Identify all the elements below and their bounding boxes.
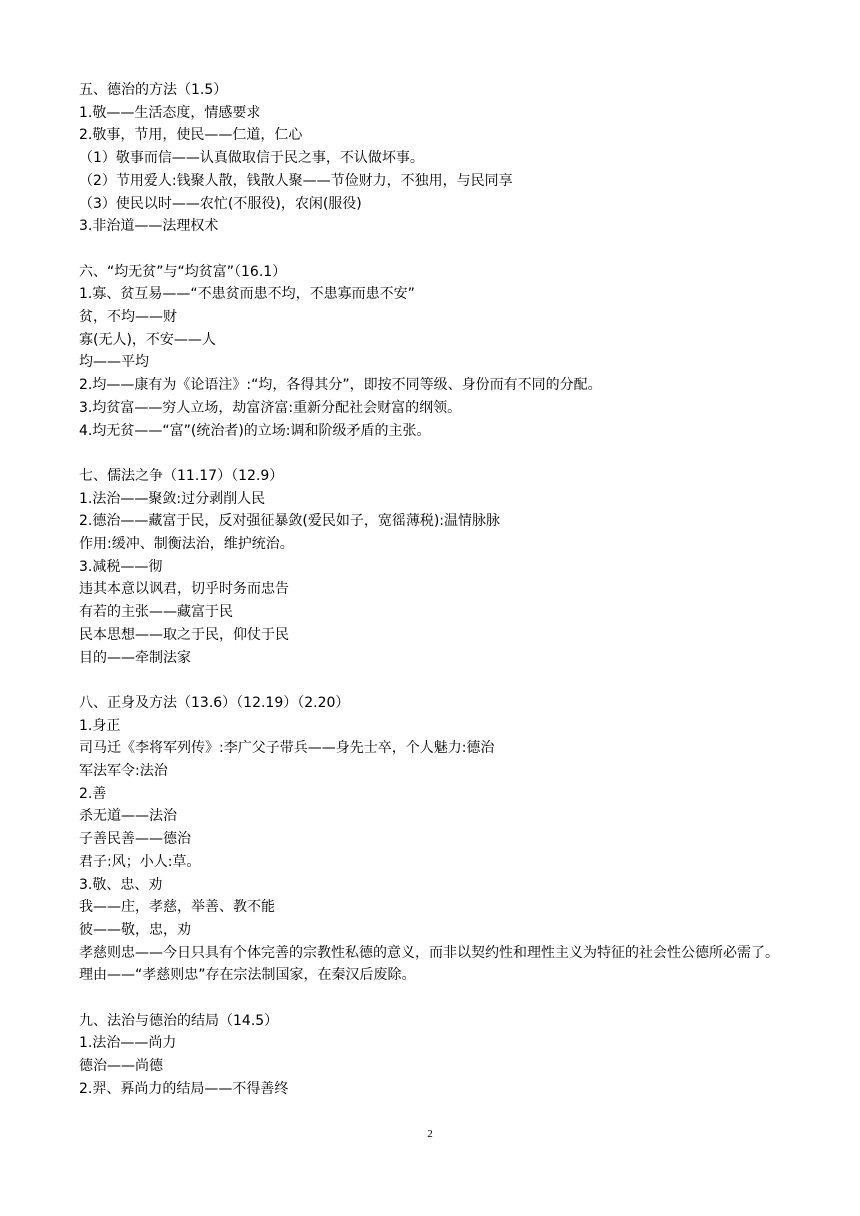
text-line: （2）节用爱人:钱聚人散，钱散人聚——节俭财力，不独用，与民同享 (79, 172, 513, 189)
section-gap (79, 987, 799, 1010)
text-line: 有若的主张——藏富于民 (79, 604, 233, 621)
section-6 (79, 261, 799, 443)
text-line: 1.敬——生活态度，情感要求 (79, 104, 261, 121)
section-heading: 八、正身及方法（13.6）（12.19）（2.20） (79, 694, 350, 711)
text-line: 寡(无人)，不安——人 (79, 331, 216, 348)
text-line: 3.减税——彻 (79, 558, 163, 575)
text-line: 杀无道——法治 (79, 808, 177, 825)
text-line: 民本思想——取之于民，仰仗于民 (79, 626, 289, 643)
text-paragraph: 孝慈则忠——今日只具有个体完善的宗教性私德的意义，而非以契约性和理性主义为特征的社会性公德所必需了。 (79, 944, 779, 961)
text-line: （3）使民以时——农忙(不服役)，农闲(服役) (79, 195, 362, 212)
text-line: 2.敬事，节用，使民——仁道，仁心 (79, 127, 303, 144)
section-heading: 六、“均无贫”与“均贫富”（16.1） (79, 263, 287, 280)
section-5 (79, 79, 799, 238)
text-line: 作用:缓冲、制衡法治，维护统治。 (79, 536, 294, 553)
text-line: 违其本意以讽君，切乎时务而忠告 (79, 581, 289, 598)
page-number: 2 (427, 1128, 433, 1140)
text-line: 3.敬、忠、劝 (79, 876, 163, 893)
text-line: （1）敬事而信——认真做取信于民之事，不认做坏事。 (79, 150, 424, 167)
text-line: 司马迁《李将军列传》:李广父子带兵——身先士卒，个人魅力:德治 (79, 740, 495, 757)
text-line: 彼——敬，忠，劝 (79, 921, 191, 938)
document-body (79, 79, 799, 1101)
section-heading: 五、德治的方法（1.5） (79, 82, 228, 98)
text-line: 1.法治——聚敛:过分剥削人民 (79, 490, 266, 507)
text-line: 子善民善——德治 (79, 831, 191, 848)
section-heading: 九、法治与德治的结局（14.5） (79, 1012, 279, 1029)
section-gap (79, 442, 799, 465)
text-line: 军法军令:法治 (79, 763, 168, 780)
text-line: 理由——“孝慈则忠”存在宗法制国家，在秦汉后废除。 (79, 967, 416, 984)
text-line: 1.身正 (79, 717, 121, 734)
section-8 (79, 692, 799, 987)
text-line: 贫，不均——财 (79, 309, 177, 326)
text-line: 我——庄，孝慈，举善、教不能 (79, 899, 275, 916)
section-gap (79, 238, 799, 261)
text-line: 2.均——康有为《论语注》:“均，各得其分”，即按不同等级、身份而有不同的分配。 (79, 377, 602, 394)
text-line: 1.寡、贫互易——“不患贫而患不均，不患寡而患不安” (79, 286, 415, 303)
text-line: 3.非治道——法理权术 (79, 218, 219, 235)
text-line: 均——平均 (79, 354, 149, 371)
text-line: 德治——尚德 (79, 1058, 163, 1075)
text-line: 2.德治——藏富于民，反对强征暴敛(爱民如子，宽徭薄税):温情脉脉 (79, 513, 500, 530)
text-line: 君子:风；小人:草。 (79, 853, 201, 870)
text-line: 4.均无贫——“富”(统治者)的立场:调和阶级矛盾的主张。 (79, 422, 431, 439)
section-gap (79, 669, 799, 692)
section-9 (79, 1010, 799, 1101)
section-heading: 七、儒法之争（11.17）（12.9） (79, 467, 284, 484)
text-line: 2.羿、奡尚力的结局——不得善终 (79, 1080, 289, 1097)
section-7 (79, 465, 799, 669)
text-line: 1.法治——尚力 (79, 1035, 177, 1052)
text-line: 3.均贫富——穷人立场，劫富济富:重新分配社会财富的纲领。 (79, 399, 462, 416)
text-line: 目的——牵制法家 (79, 649, 191, 666)
text-line: 2.善 (79, 785, 107, 802)
